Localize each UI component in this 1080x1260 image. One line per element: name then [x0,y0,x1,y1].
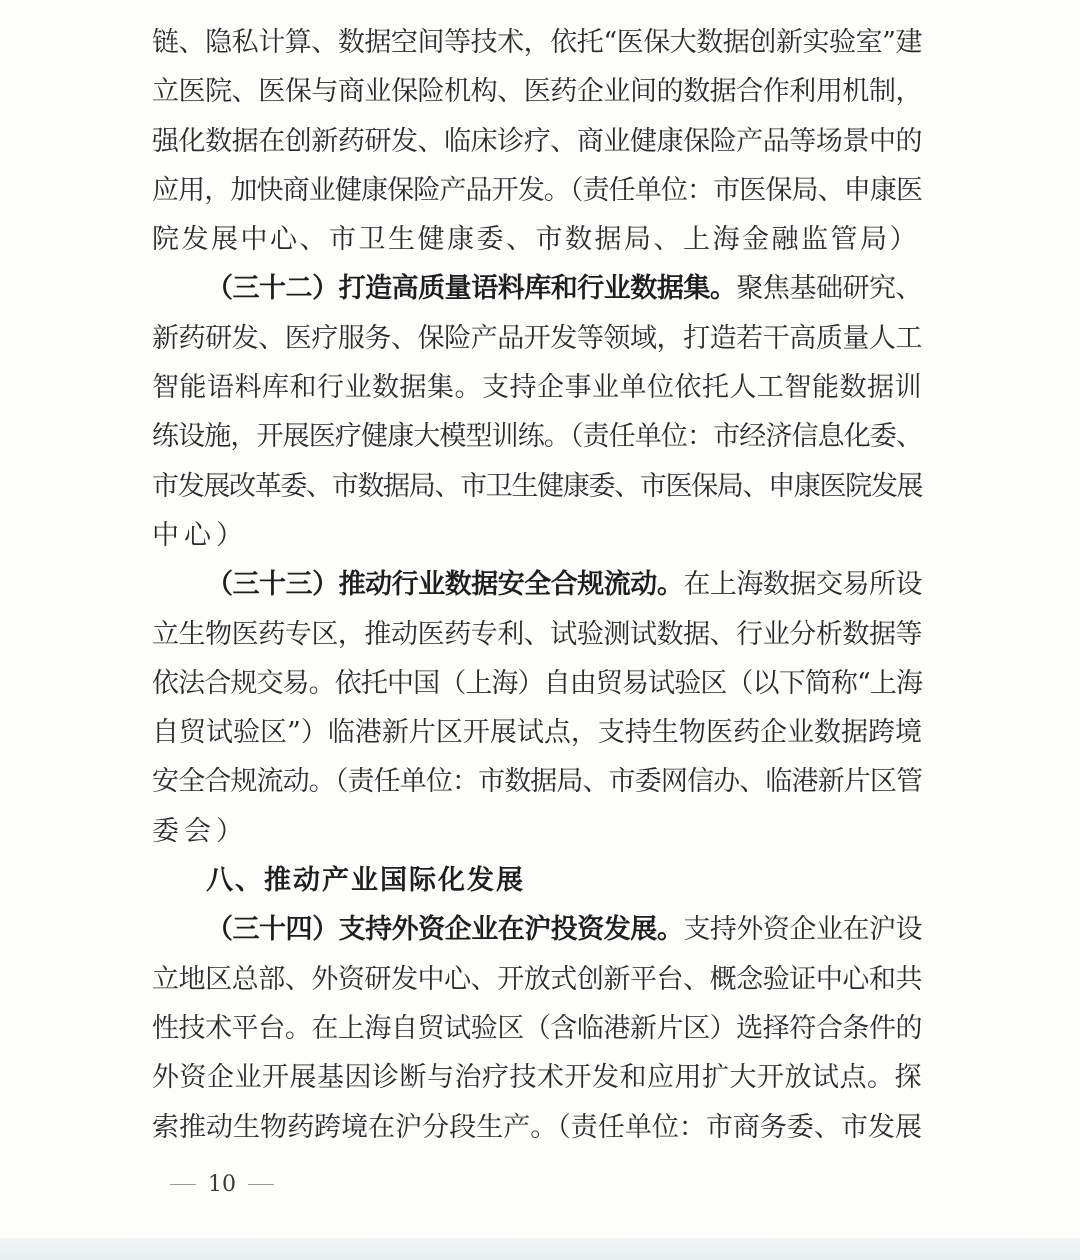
text-line: 练设施，开展医疗健康大模型训练。（责任单位：市经济信息化委、 [152,421,922,453]
footer-dash-right [248,1184,274,1185]
section-32-title: （三十二）打造高质量语料库和行业数据集。 [206,273,737,305]
text-line: 立医院、医保与商业保险机构、医药企业间的数据合作利用机制， [152,76,922,108]
text-line: 院发展中心、市卫生健康委、市数据局、上海金融监管局） [152,224,919,256]
paragraph-33-first-line [152,560,922,609]
text-line: 立地区总部、外资研发中心、开放式创新平台、概念验证中心和共 [152,963,922,995]
text-line: 性技术平台。在上海自贸试验区（含临港新片区）选择符合条件的 [152,1012,922,1044]
text-line: 链、隐私计算、数据空间等技术，依托“医保大数据创新实验室”建 [152,27,922,58]
footer-dash-left [170,1184,196,1185]
scan-bottom-edge [0,1238,1080,1260]
paragraph-32-first-line [152,264,922,313]
text-span: 在上海数据交易所设 [683,569,923,601]
text-line: 索推动生物药跨境在沪分段生产。（责任单位：市商务委、市发展 [152,1111,922,1143]
text-line: 自贸试验区”）临港新片区开展试点，支持生物医药企业数据跨境 [152,717,922,749]
text-line: 强化数据在创新药研发、临床诊疗、商业健康保险产品等场景中的 [152,125,922,157]
document-body [152,18,922,1152]
text-line: 依法合规交易。依托中国（上海）自由贸易试验区（以下简称“上海 [152,667,922,699]
text-span: 聚焦基础研究、 [736,273,923,305]
chapter-8-heading: 八、推动产业国际化发展 [206,865,525,897]
page-footer [170,1164,290,1204]
paragraph-34-first-line [152,905,922,954]
section-33-title: （三十三）推动行业数据安全合规流动。 [206,569,684,601]
text-line: 应用，加快商业健康保险产品开发。（责任单位：市医保局、申康医 [152,174,922,206]
text-line: 市发展改革委、市数据局、市卫生健康委、市医保局、申康医院发展 [152,470,922,502]
text-line: 智能语料库和行业数据集。支持企事业单位依托人工智能数据训 [152,372,922,404]
text-line: 外资企业开展基因诊断与治疗技术开发和应用扩大开放试点。探 [152,1062,922,1094]
text-line: 委会） [152,815,248,847]
text-line: 安全合规流动。（责任单位：市数据局、市委网信办、临港新片区管 [152,766,922,798]
section-34-title: （三十四）支持外资企业在沪投资发展。 [206,914,684,946]
text-line: 新药研发、医疗服务、保险产品开发等领域，打造若干高质量人工 [152,322,922,354]
text-line: 立生物医药专区，推动医药专利、试验测试数据、行业分析数据等 [152,618,922,650]
text-span: 支持外资企业在沪设 [683,914,923,946]
page-number: 10 [208,1171,236,1197]
text-line: 中心） [152,519,248,551]
